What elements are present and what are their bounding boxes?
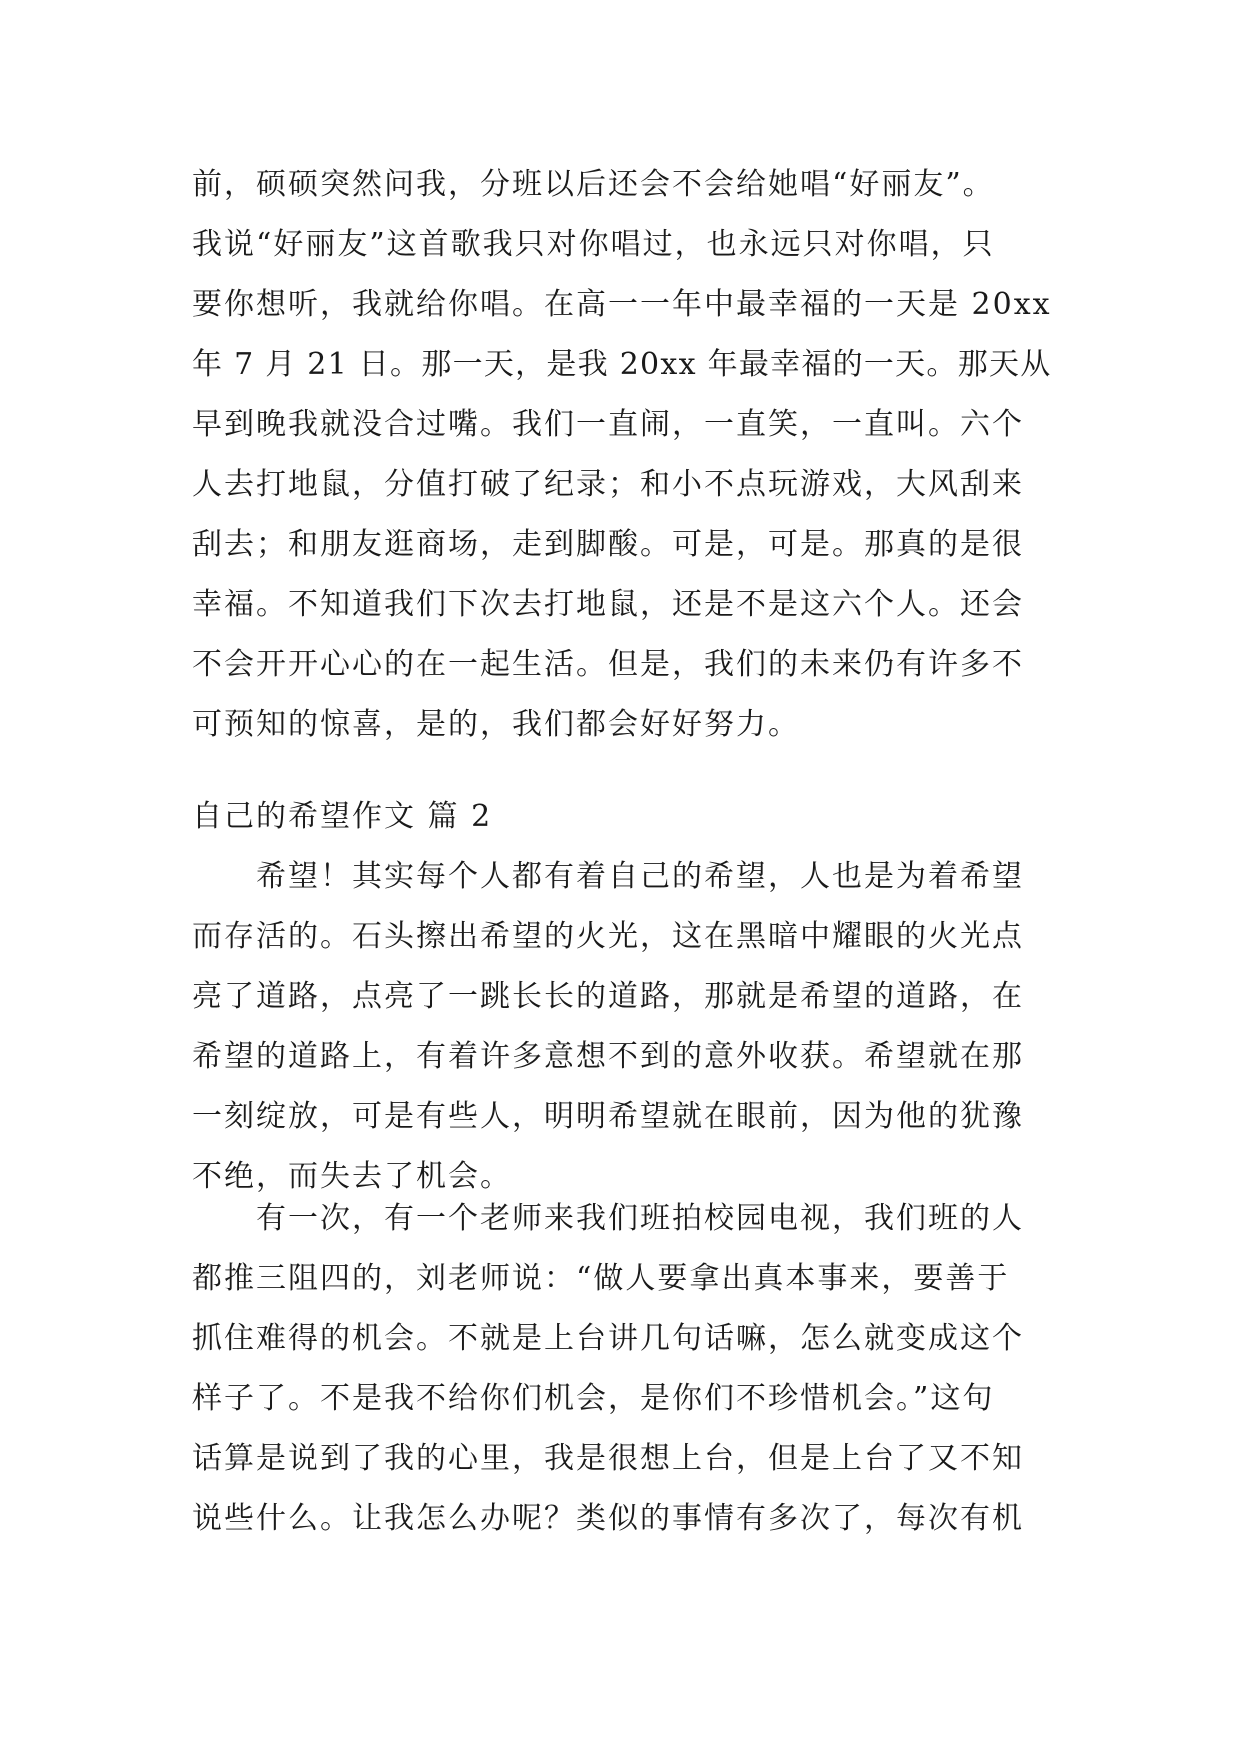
text-line: 希望！其实每个人都有着自己的希望，人也是为着希望 bbox=[192, 859, 1024, 894]
text-line: 年 7 月 21 日。那一天，是我 20xx 年最幸福的一天。那天从 bbox=[192, 347, 1052, 382]
text-line: 都推三阻四的，刘老师说：“做人要拿出真本事来，要善于 bbox=[192, 1261, 1010, 1296]
paragraph-opportunity bbox=[192, 1189, 1052, 1549]
text-line: 抓住难得的机会。不就是上台讲几句话嘛，怎么就变成这个 bbox=[192, 1321, 1024, 1356]
text-line: 而存活的。石头擦出希望的火光，这在黑暗中耀眼的火光点 bbox=[192, 919, 1024, 954]
text-line: 说些什么。让我怎么办呢？类似的事情有多次了，每次有机 bbox=[192, 1501, 1024, 1536]
text-line: 要你想听，我就给你唱。在高一一年中最幸福的一天是 20xx bbox=[192, 287, 1052, 322]
text-line: 幸福。不知道我们下次去打地鼠，还是不是这六个人。还会 bbox=[192, 587, 1024, 622]
text-line: 一刻绽放，可是有些人，明明希望就在眼前，因为他的犹豫 bbox=[192, 1099, 1024, 1134]
paragraph-hope bbox=[192, 847, 1052, 1207]
text-line: 不绝，而失去了机会。 bbox=[192, 1159, 512, 1194]
section-heading: 自己的希望作文 篇 2 bbox=[192, 799, 493, 834]
text-line: 亮了道路，点亮了一跳长长的道路，那就是希望的道路，在 bbox=[192, 979, 1024, 1014]
text-line: 不会开开心心的在一起生活。但是，我们的未来仍有许多不 bbox=[192, 647, 1024, 682]
text-line: 可预知的惊喜，是的，我们都会好好努力。 bbox=[192, 707, 800, 742]
text-line: 人去打地鼠，分值打破了纪录；和小不点玩游戏，大风刮来 bbox=[192, 467, 1024, 502]
text-line: 样子了。不是我不给你们机会，是你们不珍惜机会。”这句 bbox=[192, 1381, 995, 1416]
text-line: 前，硕硕突然问我，分班以后还会不会给她唱“好丽友”。 bbox=[192, 167, 995, 202]
text-line: 早到晚我就没合过嘴。我们一直闹，一直笑，一直叫。六个 bbox=[192, 407, 1024, 442]
text-line: 有一次，有一个老师来我们班拍校园电视，我们班的人 bbox=[192, 1201, 1024, 1236]
text-line: 刮去；和朋友逛商场，走到脚酸。可是，可是。那真的是很 bbox=[192, 527, 1024, 562]
text-line: 希望的道路上，有着许多意想不到的意外收获。希望就在那 bbox=[192, 1039, 1024, 1074]
text-line: 话算是说到了我的心里，我是很想上台，但是上台了又不知 bbox=[192, 1441, 1024, 1476]
continuation-paragraph bbox=[192, 155, 1052, 755]
text-line: 我说“好丽友”这首歌我只对你唱过，也永远只对你唱，只 bbox=[192, 227, 995, 262]
